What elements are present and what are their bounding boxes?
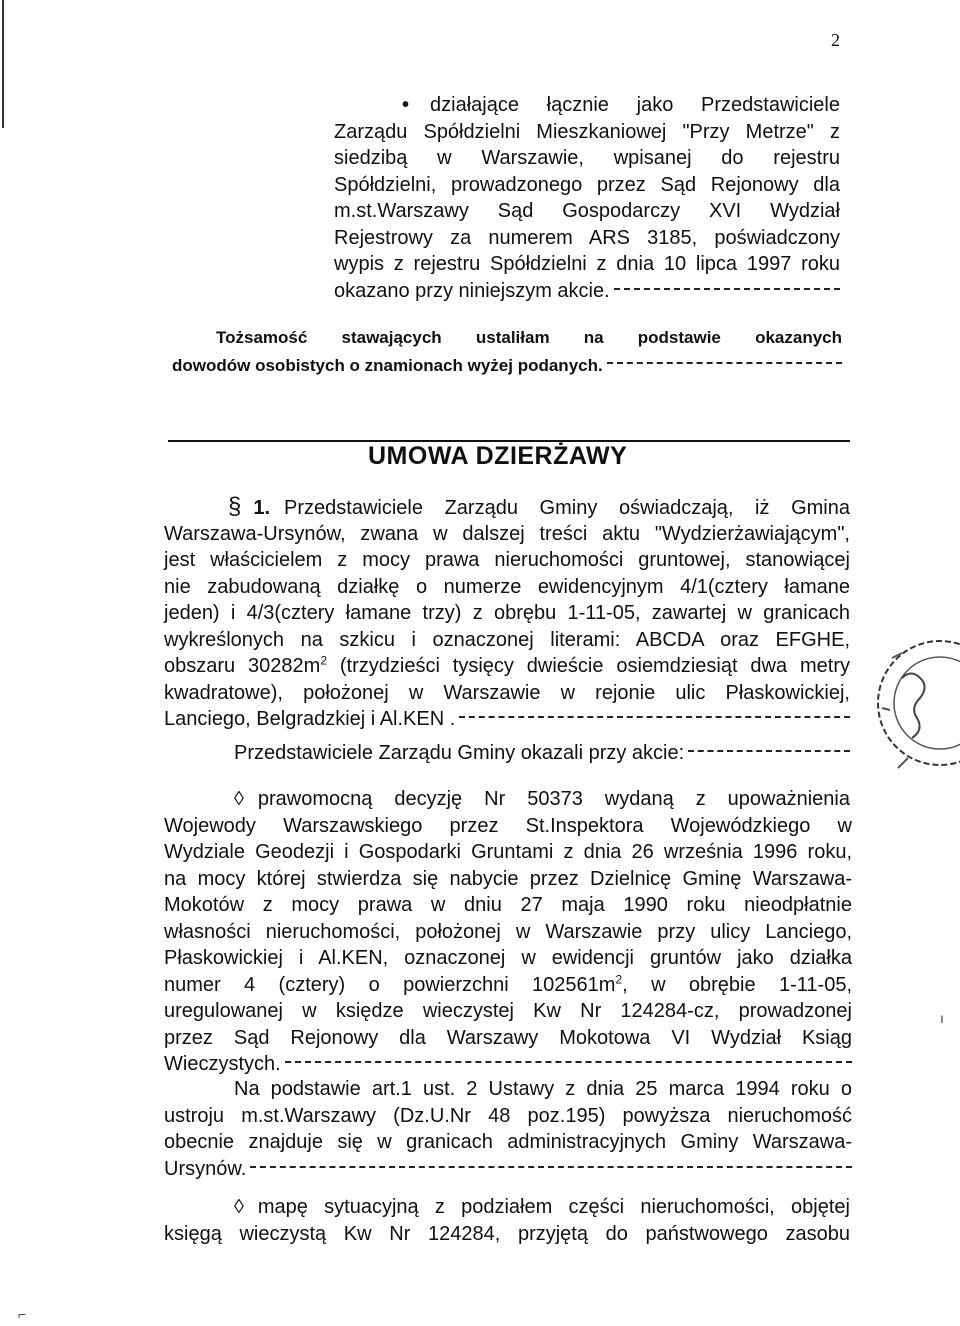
text-line: prawomocną decyzję Nr 50373 wydaną z upoważnienia: [257, 788, 850, 810]
text-line: Wieczystych.: [164, 1053, 281, 1075]
text-line: Mokotów z mocy prawa w dniu 27 maja 1990 roku nieodpłatnie: [164, 894, 852, 916]
official-stamp-image: [862, 618, 960, 788]
dash-filler: [607, 362, 842, 364]
text-line-area: [164, 972, 852, 999]
text-line-dashfill: [172, 354, 842, 377]
dash-filler: [688, 750, 850, 752]
text-line-dashfill: [164, 706, 850, 733]
section-1-first-line: [228, 494, 850, 522]
map-header-row: [234, 1194, 850, 1221]
text-line: Warszawa-Ursynów, zwana w dalszej treści aktu "Wydzierżawiającym",: [164, 522, 850, 545]
basis-first-line: [234, 1076, 852, 1103]
decision-body: [164, 813, 852, 1078]
decision-header-row: [234, 786, 850, 813]
text-line-dashfill: [234, 740, 850, 767]
text-line: mapę sytuacyjną z podziałem części nieruchomości, objętej: [257, 1196, 850, 1218]
basis-body: [164, 1103, 852, 1183]
text-line: nie zabudowaną działkę o numerze ewidencyjnym 4/1(cztery łamane: [164, 575, 850, 598]
document-heading: UMOWA DZIERŻAWY: [368, 442, 628, 470]
text-line: uregulowanej w księdze wieczystej Kw Nr 124284-cz, prowadzonej: [164, 1000, 852, 1022]
text-line: Wojewody Warszawskiego przez St.Inspektora Wojewódzkiego w: [164, 814, 852, 837]
text-line: Spółdzielni, prowadzonego przez Sąd Rejonowy dla: [334, 173, 840, 196]
text-line: jest właścicielem z mocy prawa nieruchomości gruntowej, stanowiącej: [164, 549, 850, 571]
intro-bullet-body: [334, 119, 840, 305]
dash-filler: [285, 1061, 852, 1063]
area-text-suffix: , w obrębie 1-11-05,: [622, 973, 852, 996]
area-text: obszaru 30282m: [164, 655, 321, 677]
map-body: [164, 1221, 850, 1248]
text-line: obecnie znajduje się w granicach administracyjnych Gminy Warszawa-: [164, 1131, 852, 1153]
text-line: wykreślonych na szkicu i oznaczonej literami: ABCDA oraz EFGHE,: [164, 628, 850, 651]
diamond-marker: ◊: [234, 788, 244, 810]
map-first-line: [234, 1194, 850, 1221]
intro-bullet-paragraph: [402, 92, 421, 119]
diamond-marker: ◊: [234, 1196, 244, 1218]
shown-docs-line: [234, 740, 850, 767]
intro-bullet-text: [430, 92, 840, 119]
section-mark: §: [228, 493, 242, 520]
text-line: Przedstawiciele Zarządu Gminy okazali przy akcie:: [234, 742, 685, 764]
text-line: Tożsamość stawających ustaliłam na podstawie okazanych: [216, 328, 842, 347]
area-text: numer 4 (cztery) o powierzchni 102561m: [164, 973, 616, 996]
text-line: jeden) i 4/3(cztery łamane trzy) z obrębu 1-11-05, zawartej w granicach: [164, 602, 850, 624]
area-superscript: 2: [320, 653, 327, 668]
text-line: okazano przy niniejszym akcie.: [334, 279, 610, 302]
text-line: działające łącznie jako Przedstawiciele: [430, 94, 840, 116]
page-number: 2: [831, 30, 840, 50]
text-line: Na podstawie art.1 ust. 2 Ustawy z dnia 25 marca 1994 roku o: [234, 1078, 852, 1100]
text-line-area: [164, 653, 850, 680]
identity-paragraph-cont: [172, 354, 842, 377]
text-line: własności nieruchomości, położonej w Warszawie przy ulicy Lanciego,: [164, 920, 852, 943]
page-edge-line: [2, 0, 4, 128]
bullet-marker: •: [402, 94, 410, 116]
decision-first-line: [234, 786, 850, 813]
scan-speck: ⌐: [18, 1306, 27, 1322]
section-number: 1.: [253, 497, 271, 519]
scan-speck: ı: [940, 1010, 944, 1026]
section-1-header-row: [228, 494, 850, 522]
text-line: księgą wieczystą Kw Nr 124284, przyjętą do państwowego zasobu: [164, 1222, 850, 1245]
text-line: dowodów osobistych o znamionach wyżej podanych.: [172, 356, 603, 375]
section-1-body: [164, 521, 850, 733]
identity-paragraph: [216, 326, 842, 349]
text-line: Przedstawiciele Zarządu Gminy oświadczają, iż Gmina: [284, 497, 850, 519]
text-line: kwadratowe), położonej w Warszawie w rejonie ulic Płaskowickiej,: [164, 681, 850, 704]
dash-filler: [614, 288, 840, 290]
text-line: Wydziale Geodezji i Gospodarki Gruntami z dnia 26 września 1996 roku,: [164, 841, 852, 863]
area-superscript: 2: [615, 971, 623, 986]
text-line-dashfill: [164, 1156, 852, 1183]
dash-filler: [459, 716, 850, 718]
area-text-suffix: (trzydzieści tysięcy dwieście osiemdziesiąt dwa metry: [327, 655, 850, 677]
text-line: wypis z rejestru Spółdzielni z dnia 10 lipca 1997 roku: [334, 253, 840, 275]
text-line: Rejestrowy za numerem ARS 3185, poświadczony: [334, 226, 840, 249]
text-line: przez Sąd Rejonowy dla Warszawy Mokotowa VI Wydział Ksiąg: [164, 1026, 852, 1049]
text-line: ustroju m.st.Warszawy (Dz.U.Nr 48 poz.195) powyższa nieruchomość: [164, 1104, 852, 1127]
text-line: Ursynów.: [164, 1157, 247, 1180]
dash-filler: [250, 1166, 852, 1168]
text-line-dashfill: [164, 1051, 852, 1078]
text-line: na mocy której stwierdza się nabycie przez Dzielnicę Gminę Warszawa-: [164, 867, 852, 890]
text-line: m.st.Warszawy Sąd Gospodarczy XVI Wydział: [334, 200, 840, 222]
text-line-dashfill: [334, 278, 840, 305]
text-line: Zarządu Spółdzielni Mieszkaniowej "Przy Metrze" z: [334, 120, 840, 143]
text-line: Lanciego, Belgradzkiej i Al.KEN .: [164, 708, 456, 730]
text-line: Płaskowickiej i Al.KEN, oznaczonej w ewidencji gruntów jako działka: [164, 947, 852, 969]
text-line: siedzibą w Warszawie, wpisanej do rejestru: [334, 147, 840, 169]
